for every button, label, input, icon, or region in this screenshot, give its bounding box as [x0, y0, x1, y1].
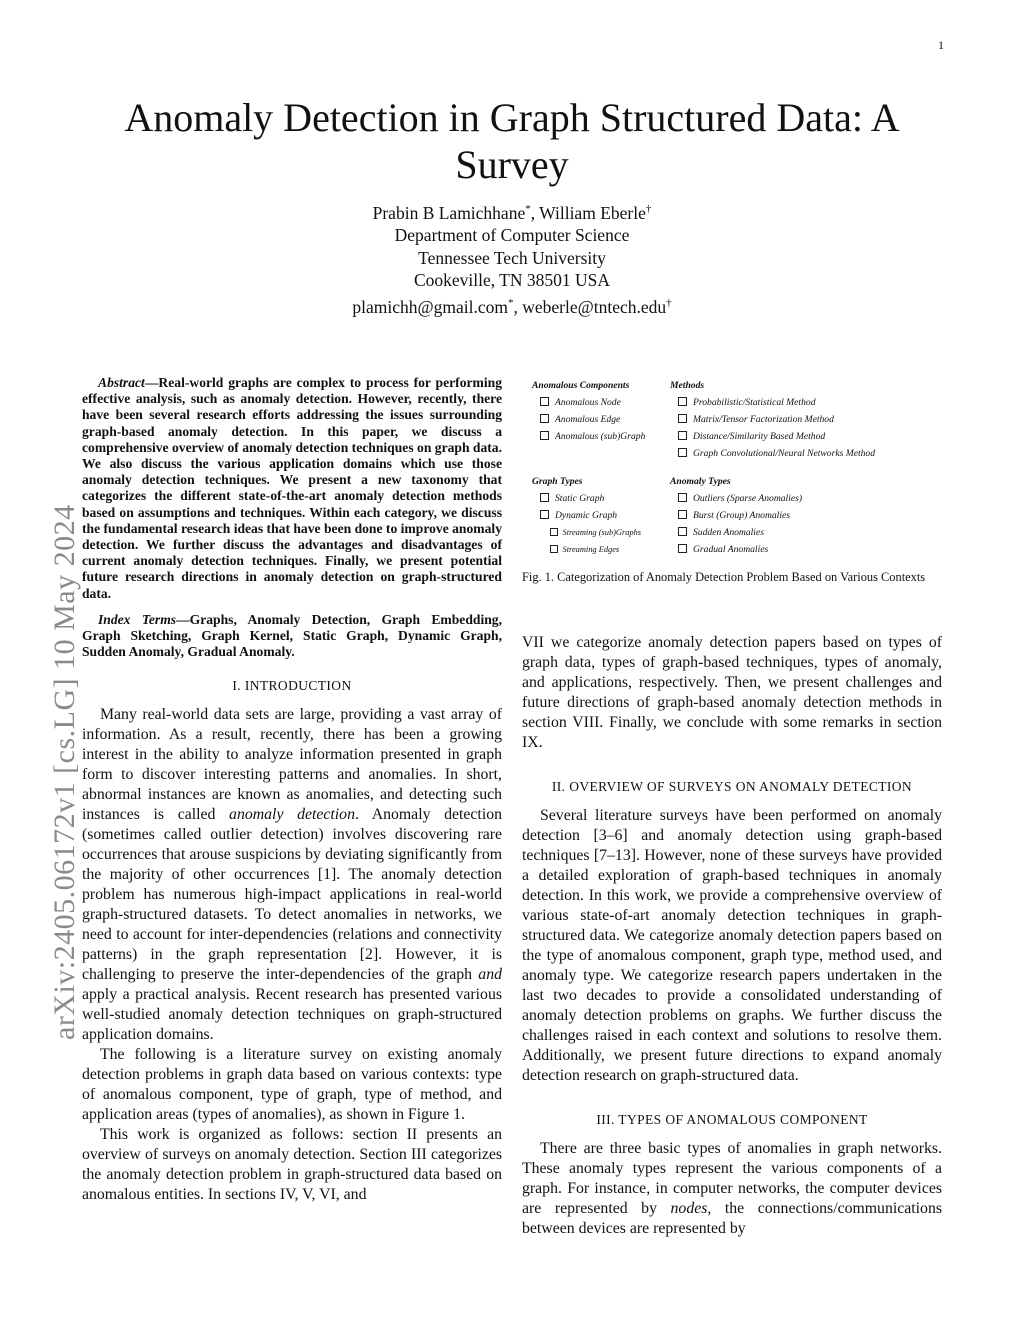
checkbox-icon	[678, 527, 687, 536]
checkbox-icon	[678, 431, 687, 440]
author-1-mark: *	[525, 203, 531, 215]
section-1-heading: I. INTRODUCTION	[232, 678, 352, 694]
fig-item	[532, 412, 672, 429]
fig-item-label: Anomalous Node	[555, 397, 621, 408]
email-1: plamichh@gmail.com	[352, 296, 508, 317]
author-names	[212, 198, 812, 224]
figure-caption: Fig. 1. Categorization of Anomaly Detection Problem Based on Various Contexts	[522, 570, 926, 584]
fig-item-label: Outliers (Sparse Anomalies)	[693, 493, 803, 504]
checkbox-icon	[540, 431, 549, 440]
text-run: . Anomaly detection (sometimes called outlier detection) involves discovering rare occurrences that arouse suspicions by deviating significantly from the majority of other occurrences [1]. The anomaly detection problem has numerous high-impact applications in real-world graph-structured datasets. To detect anomalies in networks, we need to account for inter-dependencies (relations and connectivity patterns) in the graph representation [2]. However, it is challenging to preserve the inter-dependencies of the graph	[82, 806, 503, 984]
author-2-mark: †	[645, 203, 652, 215]
fig-item-label: Probabilistic/Statistical Method	[693, 397, 816, 408]
checkbox-icon	[678, 544, 687, 553]
email-1-mark: *	[507, 296, 514, 309]
checkbox-icon	[540, 397, 549, 406]
section-3-paragraph-1	[522, 1139, 942, 1239]
emails	[212, 292, 812, 318]
fig-item-label: Burst (Group) Anomalies	[693, 510, 791, 521]
spacer	[670, 463, 940, 474]
fig-item	[532, 395, 672, 412]
email-2-mark: †	[666, 296, 672, 309]
abstract	[82, 375, 502, 602]
paper-title: Anomaly Detection in Graph Structured Data: A Survey	[124, 95, 900, 187]
section-3-heading: III. TYPES OF ANOMALOUS COMPONENT	[596, 1112, 868, 1127]
checkbox-icon	[678, 448, 687, 457]
section-1-paragraph-3-continued: VII we categorize anomaly detection papers based on types of graph data, types of graph-based techniques, types of anomaly, and applications, respectively. Then, we present challenges and future directions of graph-based anomaly detection methods in section VIII. Finally, we conclude with some remarks in section IX.	[522, 634, 942, 751]
fig-item	[670, 525, 940, 542]
checkbox-icon	[550, 545, 558, 553]
emphasis: anomaly detection	[229, 806, 355, 824]
checkbox-icon	[540, 510, 549, 519]
author-2: , William Eberle	[530, 202, 646, 223]
fig-item-label: Sudden Anomalies	[693, 527, 764, 538]
text-run: apply a practical analysis. Recent research has presented various well-studied anomaly detection techniques on graph-structured application domains.	[82, 986, 502, 1044]
fig-item	[670, 446, 940, 463]
graph-types-title: Graph Types	[532, 476, 583, 487]
fig-item-label: Static Graph	[555, 493, 605, 504]
checkbox-icon	[540, 414, 549, 423]
section-2-paragraph-1: Several literature surveys have been performed on anomaly detection [3–6] and anomaly detection using graph-based techniques [7–13]. However, none of these surveys have provided a detailed exploration of graph-based techniques in anomaly detection. In this work, we provide a comprehensive overview of various state-of-art anomaly detection techniques in graph-structured data. We categorize anomaly detection papers based on the type of anomalous component, graph type, method used, and anomaly type. We categorize research papers undertaken in the last two decades to provide a consolidated understanding of anomaly detection problems on graphs. We further discuss the challenges raised in each context and solutions to resolve them. Additionally, we present future directions to expand anomaly detection research on graph-structured data.	[522, 807, 942, 1084]
spacer	[532, 463, 672, 474]
text-run: Many real-world data sets are large, providing a vast array of information. As a result, recently, there has been a growing interest in the ability to analyze information presented in graph form to discover interesting patterns and anomalies. In short, abnormal instances are known as anomalies, and detecting such instances is called	[82, 706, 502, 824]
section-1-paragraph-3: This work is organized as follows: section II presents an overview of surveys on anomaly detection. Section III categorizes the anomaly detection problem in graph-structured data based on anomalous entities. In sections IV, V, VI, and	[82, 1126, 502, 1204]
index-terms	[82, 612, 502, 661]
checkbox-icon	[678, 397, 687, 406]
fig-item-label: Graph Convolutional/Neural Networks Method	[693, 448, 876, 459]
left-column	[82, 375, 502, 1205]
section-1-paragraph-2: The following is a literature survey on existing anomaly detection problems in graph data based on various contexts: type of anomalous component, type of graph, type of method, and application areas (types of anomalies), as shown in Figure 1.	[82, 1046, 502, 1124]
fig-item-label: Anomalous (sub)Graph	[555, 431, 646, 442]
abstract-label: Abstract	[98, 375, 145, 390]
text-run: There are three basic types of anomalies in graph networks. These anomaly types represent the various components of a graph. For instance, in computer networks, the computer devices are represented by	[522, 1140, 942, 1217]
fig-item-label: Streaming (sub)Graphs	[562, 528, 642, 537]
email-2: , weberle@tntech.edu	[513, 296, 667, 317]
department: Department of Computer Science	[394, 225, 630, 246]
anomaly-types-title: Anomaly Types	[670, 476, 731, 487]
checkbox-icon	[678, 493, 687, 502]
checkbox-icon	[678, 510, 687, 519]
anomalous-components-title: Anomalous Components	[532, 380, 630, 391]
author-block	[212, 198, 812, 318]
fig-item	[670, 508, 940, 525]
index-terms-text: —Graphs, Anomaly Detection, Graph Embedding, Graph Sketching, Graph Kernel, Static Graph, Dynamic Graph, Sudden Anomaly, Gradual Anomaly.	[82, 611, 502, 660]
checkbox-icon	[550, 528, 558, 536]
author-1: Prabin B Lamichhane	[372, 202, 526, 223]
fig-item	[670, 429, 940, 446]
methods-title: Methods	[670, 380, 705, 391]
checkbox-icon	[678, 414, 687, 423]
fig-item-label: Matrix/Tensor Factorization Method	[693, 414, 834, 425]
emphasis: and	[478, 966, 502, 984]
abstract-text: —Real-world graphs are complex to process for performing effective analysis, such as anomaly detection. However, recently, there have been several research efforts addressing the issues surrounding graph-based anomaly detection. In this paper, we discuss a comprehensive overview of anomaly detection techniques on graph data. We also discuss the various application domains which use those anomaly detection techniques. We present a new taxonomy that categorizes the different state-of-the-art anomaly detection methods based on assumptions and techniques. Within each category, we discuss the fundamental research ideas that have been done to improve anomaly detection. We further discuss the advantages and disadvantages of current anomaly detection techniques. Finally, we present potential future research directions in anomaly detection on graph-structured data.	[82, 375, 502, 601]
page-number: 1	[938, 38, 944, 52]
checkbox-icon	[540, 493, 549, 502]
fig-item	[670, 395, 940, 412]
section-2-heading: II. OVERVIEW OF SURVEYS ON ANOMALY DETECTION	[551, 779, 913, 794]
emphasis: nodes	[670, 1200, 708, 1217]
text-run: , the connections/communications between devices are represented by	[522, 1200, 942, 1237]
fig-item-label: Dynamic Graph	[555, 510, 618, 521]
fig-item	[670, 491, 940, 508]
spacer	[532, 446, 672, 463]
section-1-paragraph-1	[82, 705, 502, 1045]
fig-item-label: Anomalous Edge	[555, 414, 621, 425]
fig-item	[532, 491, 672, 508]
fig-item-label: Gradual Anomalies	[693, 544, 769, 555]
index-terms-label: Index Terms	[98, 611, 177, 627]
fig-subitem	[532, 525, 672, 542]
fig-item-label: Streaming Edges	[562, 545, 620, 554]
right-column	[522, 633, 942, 1239]
figure-right-group	[670, 378, 940, 559]
fig-item	[670, 412, 940, 429]
location: Cookeville, TN 38501 USA	[413, 270, 611, 291]
fig-subitem	[532, 542, 672, 559]
university: Tennessee Tech University	[418, 247, 606, 268]
fig-item	[670, 542, 940, 559]
figure-left-group	[532, 378, 672, 559]
fig-item	[532, 508, 672, 525]
arxiv-stamp-text: arXiv:2405.06172v1 [cs.LG] 10 May 2024	[48, 504, 81, 1040]
fig-item	[532, 429, 672, 446]
fig-item-label: Distance/Similarity Based Method	[693, 431, 826, 442]
